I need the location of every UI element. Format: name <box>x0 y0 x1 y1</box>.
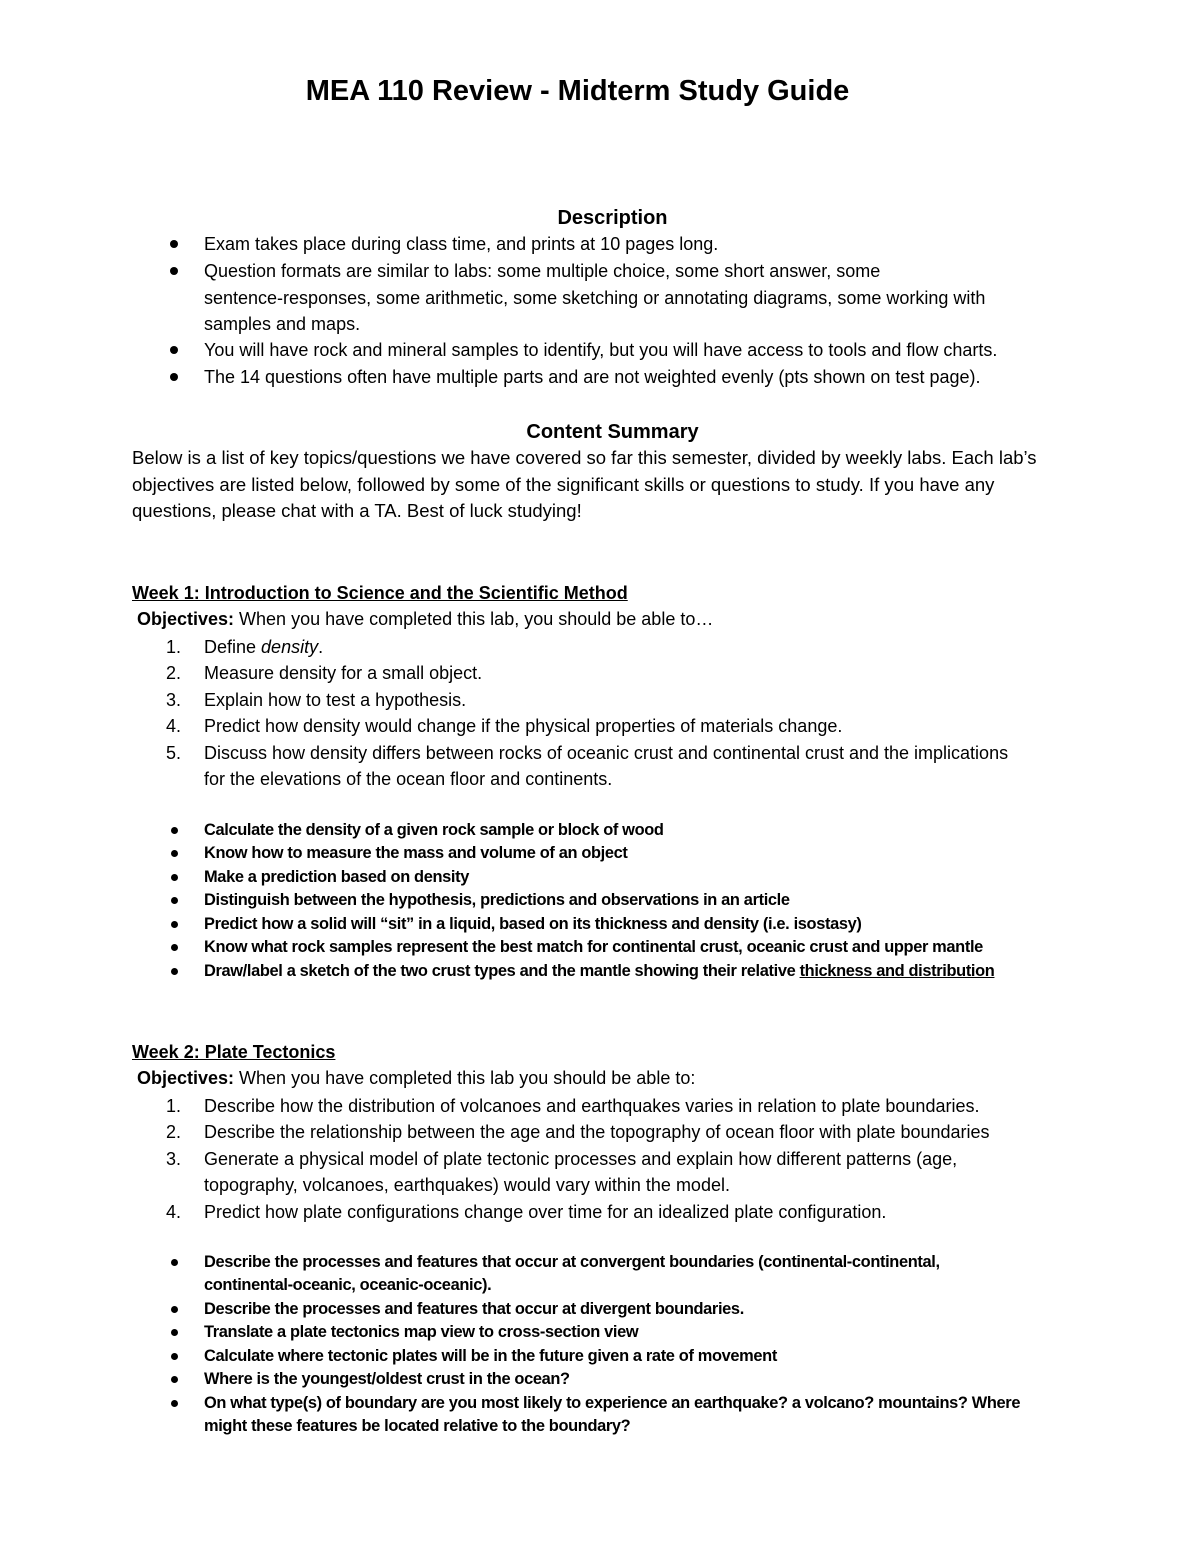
week-2-skill-3: Translate a plate tectonics map view to cross-section view <box>204 1323 639 1341</box>
objective-number: 1. <box>166 1096 182 1116</box>
density-term: density <box>261 637 319 657</box>
week-1-skill-3: Make a prediction based on density <box>204 868 469 886</box>
week-1-objective-5-line-1: Discuss how density differs between rocks of oceanic crust and continental crust and the implications <box>204 743 1009 763</box>
description-bullet-2-line-2: sentence-responses, some arithmetic, some sketching or annotating diagrams, some working with <box>204 288 986 308</box>
objective-number: 4. <box>166 1202 182 1222</box>
description-bullet-2-line-1: Question formats are similar to labs: some multiple choice, some short answer, some <box>204 261 881 281</box>
objective-number: 3. <box>166 1149 182 1169</box>
bullet-dot <box>171 921 178 928</box>
week-2-skill-1-line-2: continental-oceanic, oceanic-oceanic). <box>204 1276 492 1294</box>
objective-number: 4. <box>166 716 182 736</box>
week-2-heading: Week 2: Plate Tectonics <box>132 1042 336 1062</box>
week-2-skill-4: Calculate where tectonic plates will be in the future given a rate of movement <box>204 1347 777 1365</box>
document-title: MEA 110 Review - Midterm Study Guide <box>305 75 850 107</box>
bullet-dot <box>171 827 178 834</box>
objectives-label: Objectives: <box>137 609 235 629</box>
week-1-objective-1: Define density. <box>204 637 324 657</box>
content-summary-line-3: questions, please chat with a TA. Best of luck studying! <box>132 500 582 521</box>
bullet-dot <box>171 944 178 951</box>
objectives-text: When you have completed this lab you should be able to: <box>234 1068 696 1088</box>
description-heading: Description <box>557 207 668 229</box>
week-2-skill-5: Where is the youngest/oldest crust in the ocean? <box>204 1370 570 1388</box>
week-2-objective-3-line-1: Generate a physical model of plate tectonic processes and explain how different patterns (age, <box>204 1149 958 1169</box>
content-summary-heading: Content Summary <box>526 421 699 443</box>
week-1-objective-2: Measure density for a small object. <box>204 663 483 683</box>
bullet-dot <box>171 874 178 881</box>
week-2-objective-3-line-2: topography, volcanoes, earthquakes) would vary within the model. <box>204 1175 730 1195</box>
week-1-skill-6: Know what rock samples represent the best match for continental crust, oceanic crust and upper mantle <box>204 938 983 956</box>
description-bullet-3: You will have rock and mineral samples to identify, but you will have access to tools and flow charts. <box>204 340 998 360</box>
week-1-skill-4: Distinguish between the hypothesis, predictions and observations in an article <box>204 891 790 909</box>
bullet-dot <box>171 968 178 975</box>
objectives-label: Objectives: <box>137 1068 235 1088</box>
week-2-objective-2: Describe the relationship between the age and the topography of ocean floor with plate boundaries <box>204 1122 990 1142</box>
week-2-skill-1-line-1: Describe the processes and features that occur at convergent boundaries (continental-continental, <box>204 1253 940 1271</box>
bullet-dot <box>171 1376 178 1383</box>
week-2-objectives-intro <box>137 1066 695 1090</box>
bullet-dot <box>170 346 178 354</box>
week-2-objective-1: Describe how the distribution of volcanoes and earthquakes varies in relation to plate boundaries. <box>204 1096 980 1116</box>
objectives-text: When you have completed this lab, you should be able to… <box>234 609 714 629</box>
bullet-dot <box>171 850 178 857</box>
week-2-skill-6-line-2: might these features be located relative to the boundary? <box>204 1417 631 1435</box>
week-2-objective-4: Predict how plate configurations change over time for an idealized plate configuration. <box>204 1202 887 1222</box>
objective-number: 5. <box>166 743 182 763</box>
week-1-objective-3: Explain how to test a hypothesis. <box>204 690 467 710</box>
bullet-dot <box>170 373 178 381</box>
bullet-dot <box>171 1400 178 1407</box>
objective-number: 3. <box>166 690 182 710</box>
description-bullet-2-line-3: samples and maps. <box>204 314 361 334</box>
description-bullet-4: The 14 questions often have multiple parts and are not weighted evenly (pts shown on test page). <box>204 367 981 387</box>
content-summary-line-2: objectives are listed below, followed by some of the significant skills or questions to study. If you have any <box>132 474 995 495</box>
week-1-objective-4: Predict how density would change if the physical properties of materials change. <box>204 716 843 736</box>
week-1-objectives-intro <box>137 607 713 631</box>
underlined-phrase: thickness and distribution <box>799 962 995 980</box>
week-1-skill-1: Calculate the density of a given rock sample or block of wood <box>204 821 664 839</box>
bullet-dot <box>170 240 178 248</box>
bullet-dot <box>170 267 178 275</box>
objective-number: 2. <box>166 1122 182 1142</box>
description-bullet-1: Exam takes place during class time, and prints at 10 pages long. <box>204 234 719 254</box>
bullet-dot <box>171 1329 178 1336</box>
bullet-dot <box>171 1259 178 1266</box>
week-1-skill-7: Draw/label a sketch of the two crust types and the mantle showing their relative thickness and distribution <box>204 962 995 980</box>
week-2-skill-6-line-1: On what type(s) of boundary are you most likely to experience an earthquake? a volcano? mountains? Where <box>204 1394 1021 1412</box>
week-1-skill-5: Predict how a solid will “sit” in a liquid, based on its thickness and density (i.e. isostasy) <box>204 915 862 933</box>
bullet-dot <box>171 897 178 904</box>
bullet-dot <box>171 1353 178 1360</box>
week-1-skill-2: Know how to measure the mass and volume of an object <box>204 844 628 862</box>
week-1-objective-5-line-2: for the elevations of the ocean floor and continents. <box>204 769 613 789</box>
bullet-dot <box>171 1306 178 1313</box>
objective-number: 2. <box>166 663 182 683</box>
week-1-heading: Week 1: Introduction to Science and the Scientific Method <box>132 583 628 603</box>
objective-number: 1. <box>166 637 182 657</box>
week-2-skill-2: Describe the processes and features that occur at divergent boundaries. <box>204 1300 744 1318</box>
content-summary-line-1: Below is a list of key topics/questions we have covered so far this semester, divided by weekly labs. Each lab’s <box>132 447 1037 468</box>
